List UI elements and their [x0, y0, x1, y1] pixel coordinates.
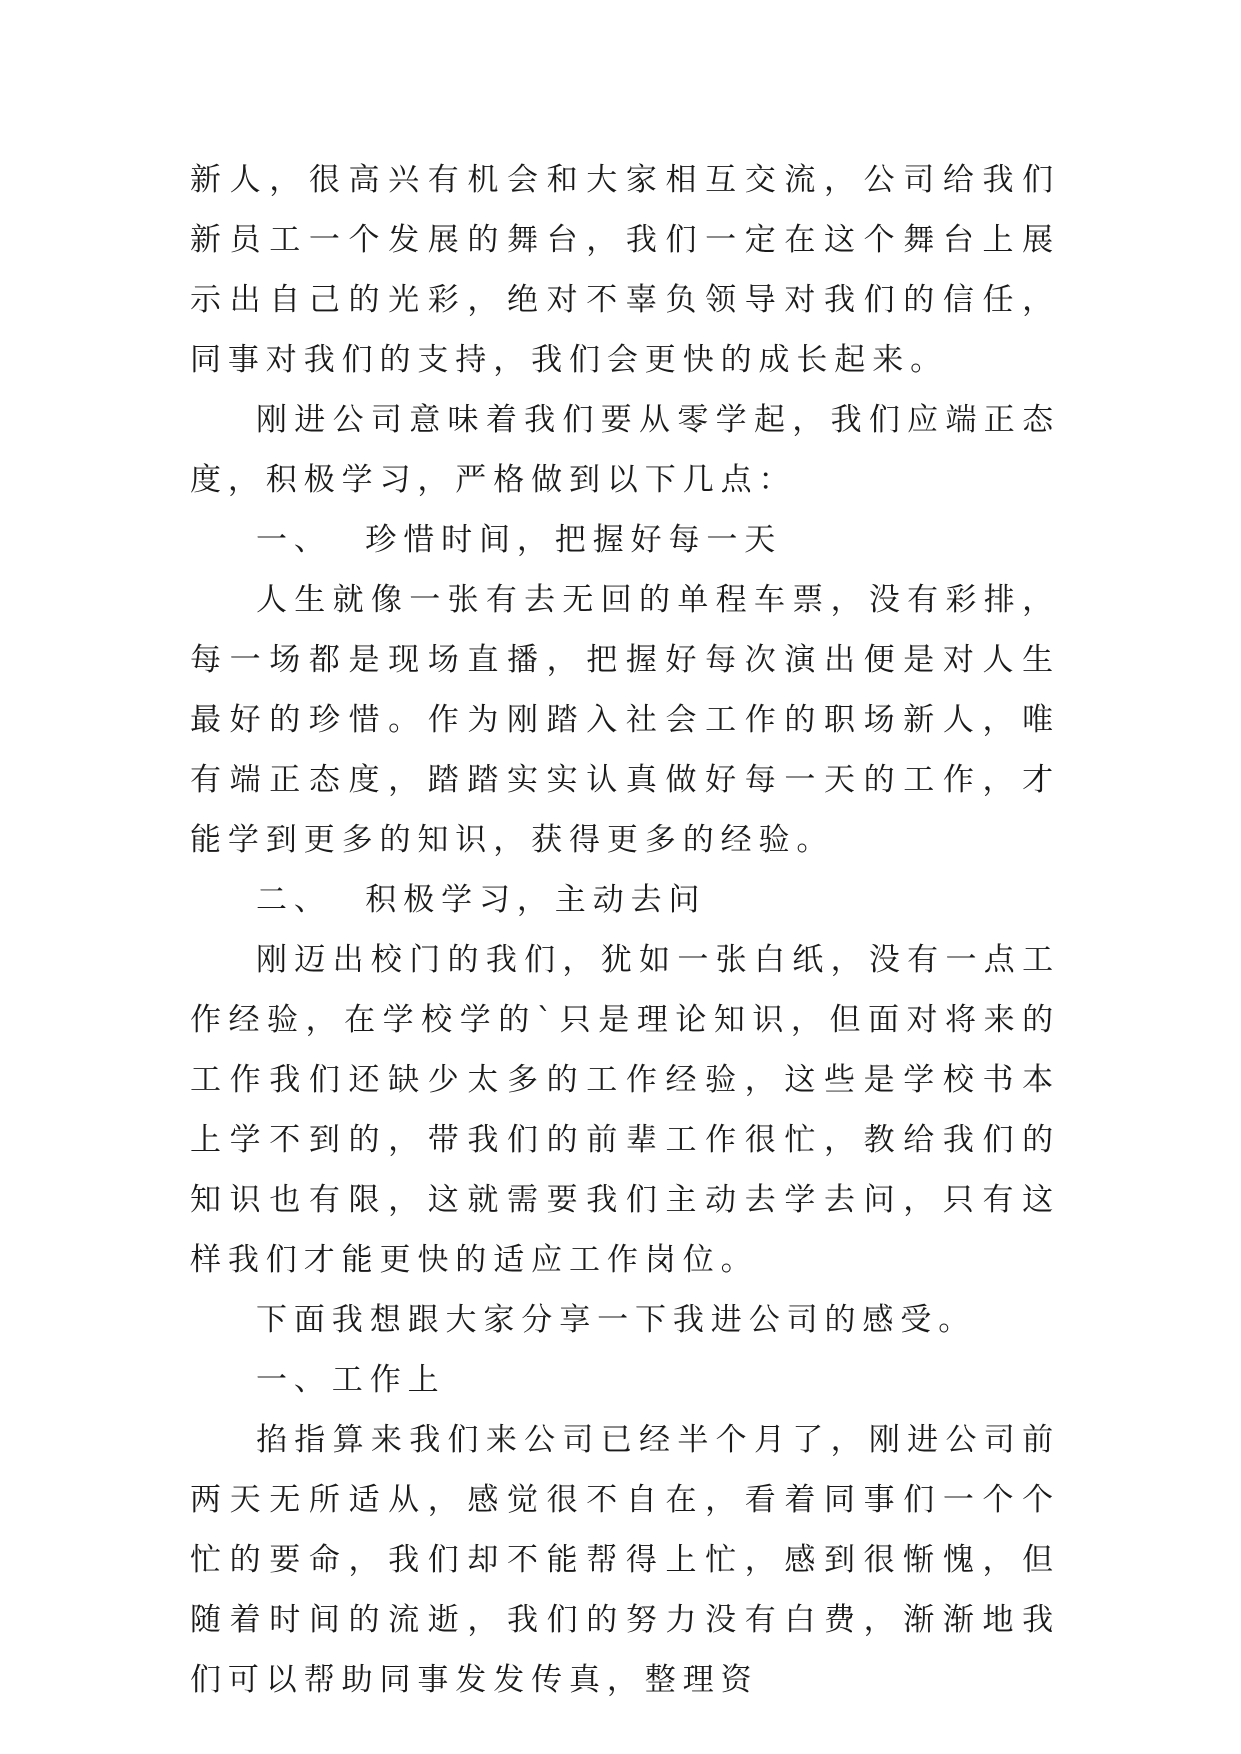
body-paragraph: 新人，很高兴有机会和大家相互交流，公司给我们新员工一个发展的舞台，我们一定在这个舞台上展示出自己的光彩，绝对不辜负领导对我们的信任，同事对我们的支持，我们会更快的成长起来。	[190, 162, 1060, 378]
body-paragraph: 刚迈出校门的我们，犹如一张白纸，没有一点工作经验，在学校学的`只是理论知识，但面对将来的工作我们还缺少太多的工作经验，这些是学校书本上学不到的，带我们的前辈工作很忙，教给我们的知识也有限，这就需要我们主动去学去问，只有这样我们才能更快的适应工作岗位。	[190, 942, 1060, 1278]
body-paragraph: 下面我想跟大家分享一下我进公司的感受。	[256, 1302, 977, 1338]
section-heading: 一、工作上	[256, 1362, 446, 1398]
section-heading: 二、 积极学习，主动去问	[256, 882, 707, 918]
body-paragraph: 刚进公司意味着我们要从零学起，我们应端正态度，积极学习，严格做到以下几点：	[190, 402, 1060, 498]
section-heading: 一、 珍惜时间，把握好每一天	[256, 522, 783, 558]
body-paragraph: 人生就像一张有去无回的单程车票，没有彩排，每一场都是现场直播，把握好每次演出便是对人生最好的珍惜。作为刚踏入社会工作的职场新人，唯有端正态度，踏踏实实认真做好每一天的工作，才能学到更多的知识，获得更多的经验。	[190, 582, 1060, 858]
body-paragraph: 掐指算来我们来公司已经半个月了，刚进公司前两天无所适从，感觉很不自在，看着同事们一个个忙的要命，我们却不能帮得上忙，感到很惭愧，但随着时间的流逝，我们的努力没有白费，渐渐地我们可以帮助同事发发传真，整理资	[190, 1422, 1060, 1698]
document-body	[190, 150, 1060, 1710]
